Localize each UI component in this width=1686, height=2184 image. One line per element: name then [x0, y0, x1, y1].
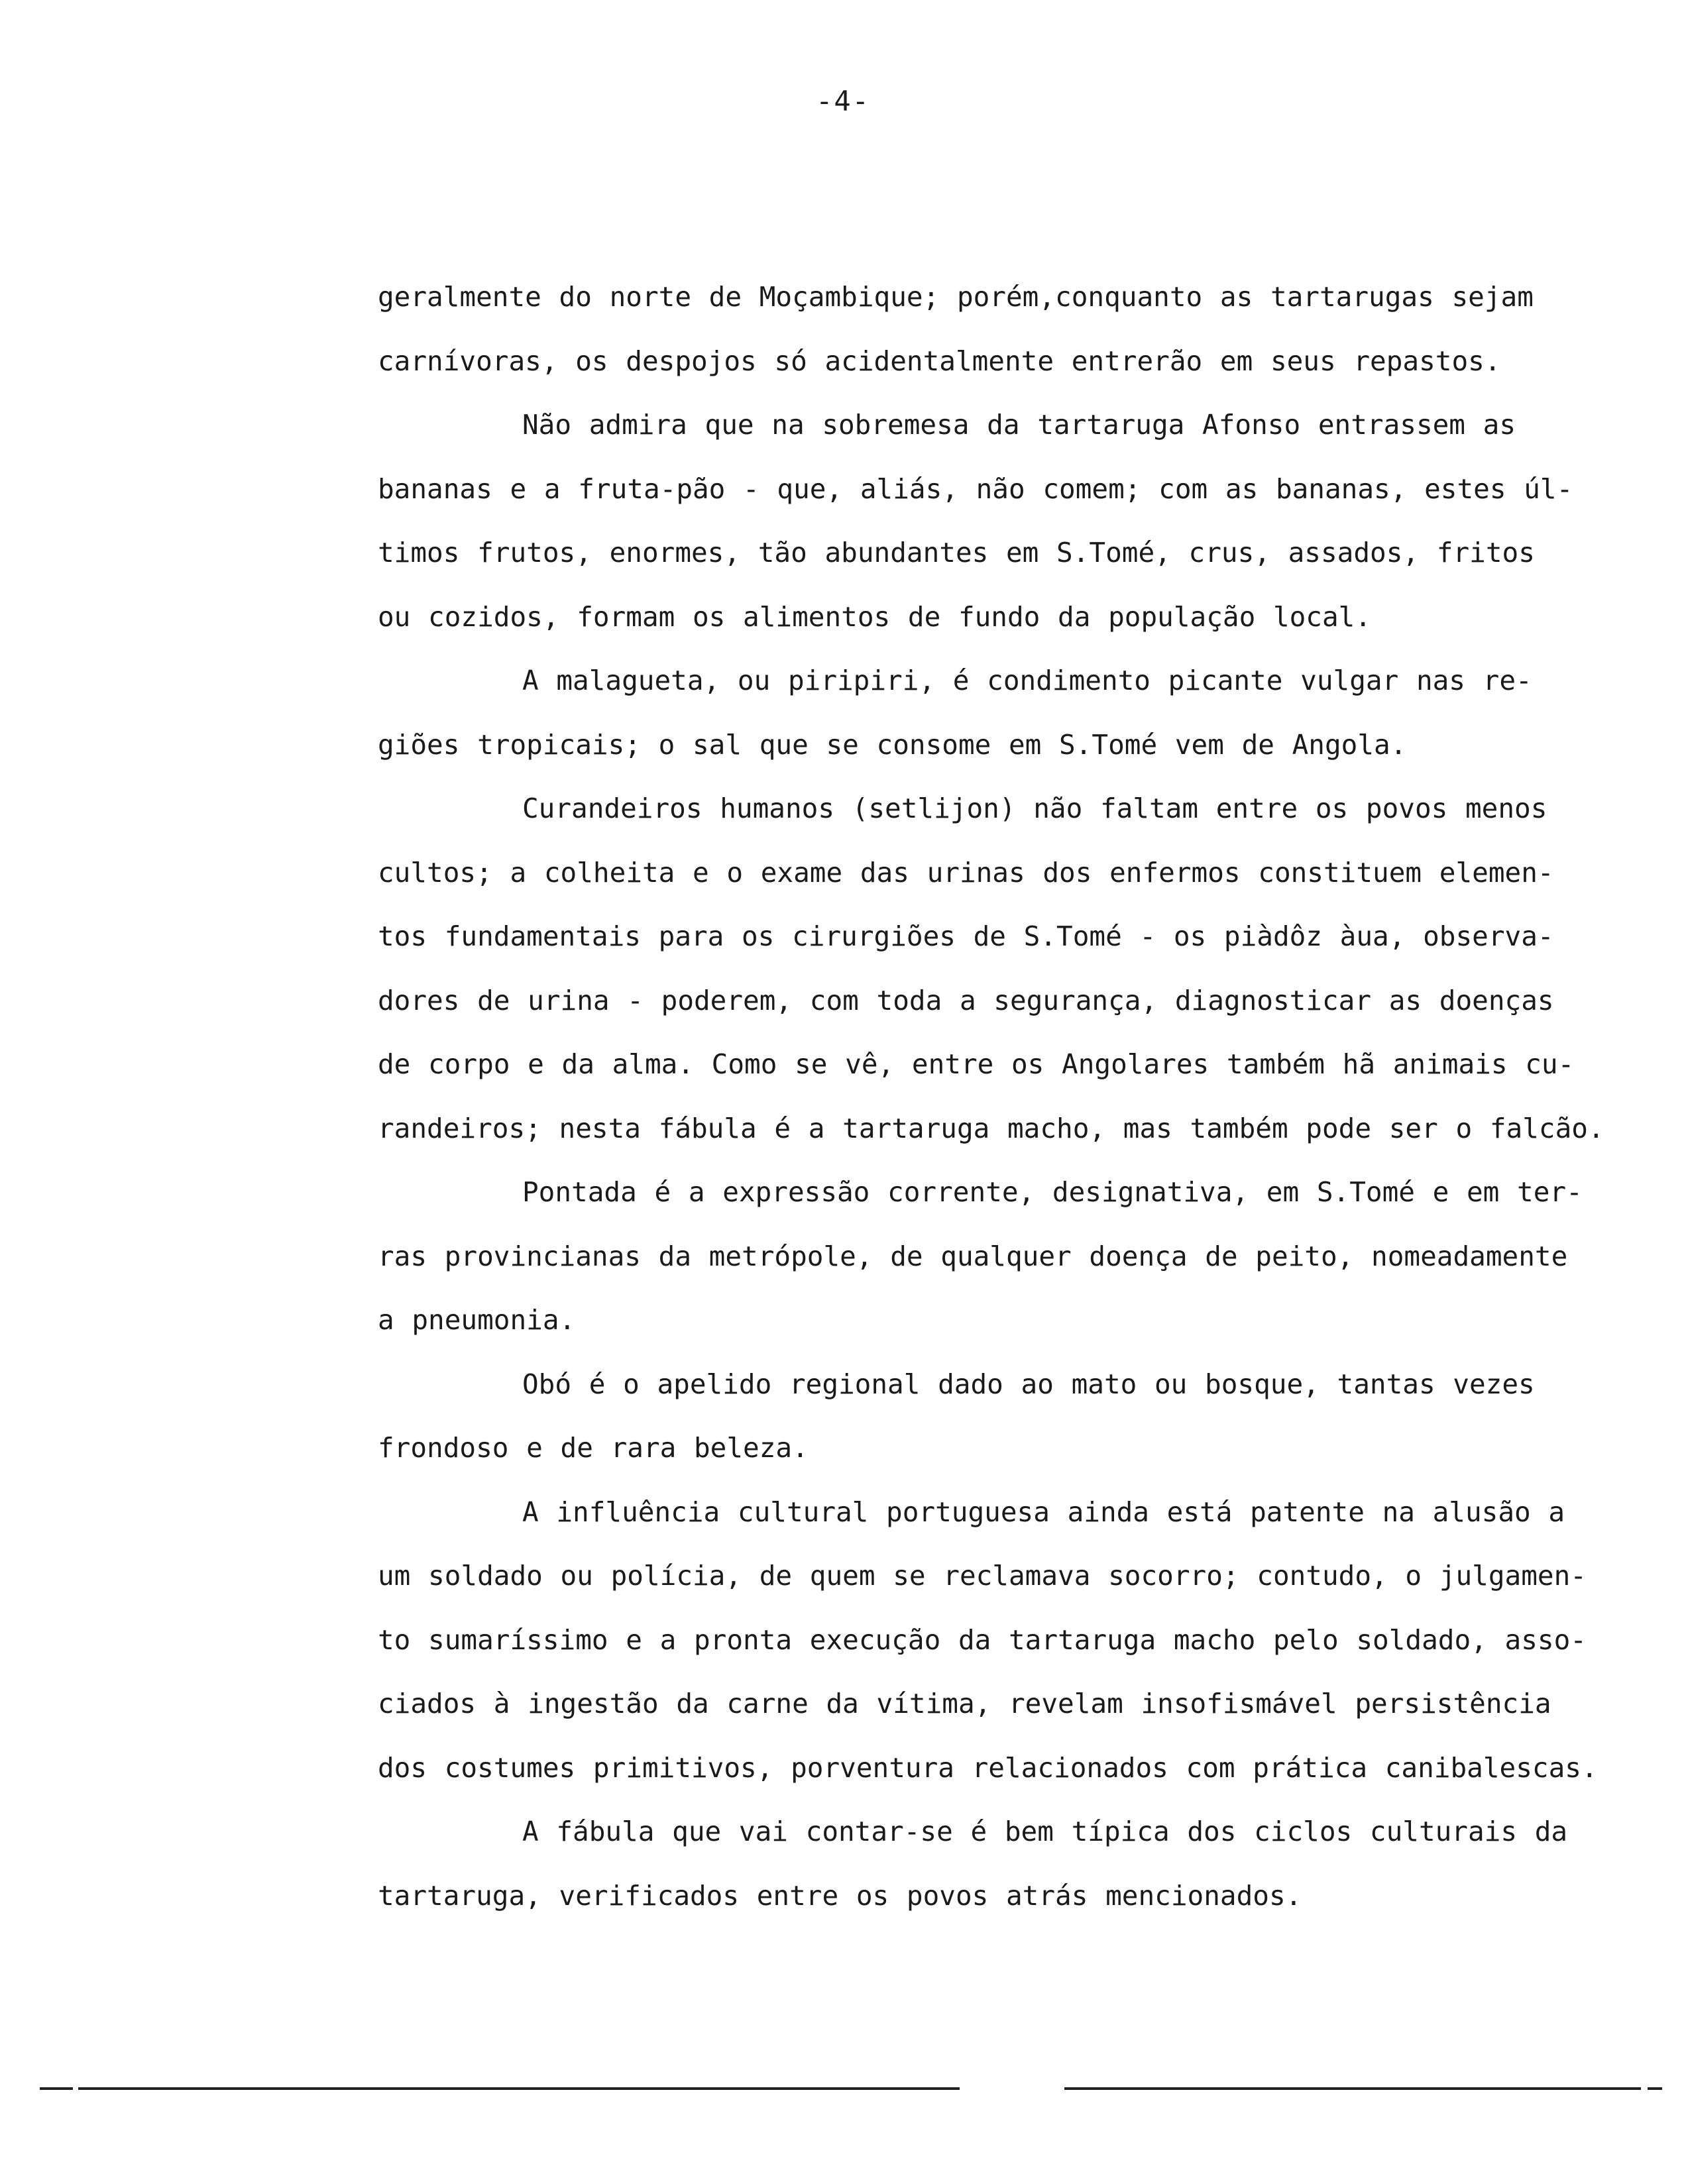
- text-line: ou cozidos, formam os alimentos de fundo da população local.: [378, 600, 1372, 633]
- footer-rule: [78, 2087, 960, 2090]
- text-line: cultos; a colheita e o exame das urinas dos enfermos constituem elemen-: [378, 856, 1554, 889]
- text-line: A fábula que vai contar-se é bem típica dos ciclos culturais da: [522, 1816, 1568, 1847]
- text-line: carnívoras, os despojos só acidentalmente entrerão em seus repastos.: [378, 345, 1501, 377]
- text-line: a pneumonia.: [378, 1304, 576, 1336]
- text-line: frondoso e de rara beleza.: [378, 1432, 809, 1464]
- text-line: Curandeiros humanos (setlijon) não faltam entre os povos menos: [522, 792, 1547, 824]
- text-line: de corpo e da alma. Como se vê, entre os Angolares também hã animais cu-: [378, 1048, 1575, 1080]
- body-text: [378, 265, 1604, 1928]
- text-line: tartaruga, verificados entre os povos atrás mencionados.: [378, 1879, 1302, 1912]
- text-line: ciados à ingestão da carne da vítima, revelam insofismável persistência: [378, 1688, 1551, 1720]
- footer-rule-dash: [40, 2087, 73, 2090]
- page-number: -4-: [816, 85, 870, 117]
- text-line: Não admira que na sobremesa da tartaruga Afonso entrassem as: [522, 409, 1516, 441]
- text-line: giões tropicais; o sal que se consome em S.Tomé vem de Angola.: [378, 728, 1407, 761]
- text-line: dos costumes primitivos, porventura relacionados com prática canibalescas.: [378, 1751, 1598, 1784]
- text-line: um soldado ou polícia, de quem se reclamava socorro; contudo, o julgamen-: [378, 1560, 1587, 1592]
- text-line: tos fundamentais para os cirurgiões de S.Tomé - os piàdôz àua, observa-: [378, 920, 1554, 952]
- text-line: geralmente do norte de Moçambique; porém,conquanto as tartarugas sejam: [378, 281, 1534, 313]
- text-line: timos frutos, enormes, tão abundantes em S.Tomé, crus, assados, fritos: [378, 537, 1535, 569]
- text-line: dores de urina - poderem, com toda a segurança, diagnosticar as doenças: [378, 984, 1554, 1016]
- text-line: A influência cultural portuguesa ainda está patente na alusão a: [522, 1496, 1565, 1528]
- text-line: ras provincianas da metrópole, de qualquer doença de peito, nomeadamente: [378, 1240, 1568, 1272]
- text-line: bananas e a fruta-pão - que, aliás, não comem; com as bananas, estes úl-: [378, 472, 1573, 505]
- text-line: Obó é o apelido regional dado ao mato ou bosque, tantas vezes: [522, 1368, 1535, 1400]
- text-line: randeiros; nesta fábula é a tartaruga macho, mas também pode ser o falcão.: [378, 1112, 1604, 1144]
- footer-rule-dash: [1648, 2087, 1662, 2090]
- footer-rule: [1064, 2087, 1641, 2090]
- text-line: to sumaríssimo e a pronta execução da tartaruga macho pelo soldado, asso-: [378, 1623, 1587, 1656]
- text-line: Pontada é a expressão corrente, designativa, em S.Tomé e em ter-: [522, 1176, 1583, 1208]
- text-line: A malagueta, ou piripiri, é condimento picante vulgar nas re-: [522, 665, 1532, 696]
